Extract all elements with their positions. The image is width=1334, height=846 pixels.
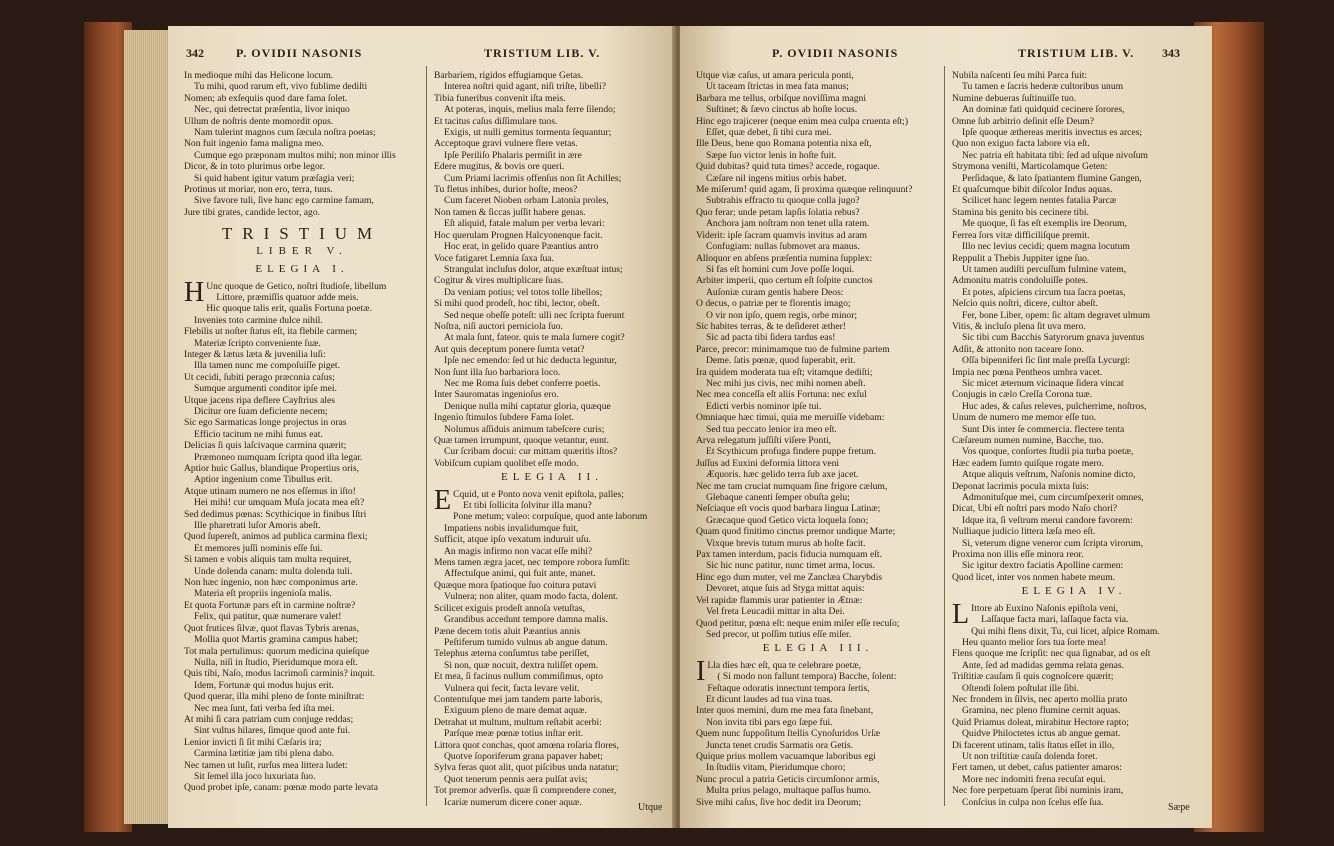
verse-line: Vitis, & incluſo plena ſit uva mero. bbox=[952, 320, 1086, 332]
verse-line: Pæne decem totis aluit Pæantius annis bbox=[434, 625, 581, 637]
verse-line: Lenior invicti ſi ſit mihi Cæſaris ira; bbox=[184, 736, 322, 748]
verse-line: Utque jacens ripa deflere Cayſtrius ales bbox=[184, 394, 336, 406]
verse-line: Eſt aliquid, fatale malum per verba levari: bbox=[444, 218, 605, 230]
verse-line: Neſciaque eſt vocis quod barbara lingua Latinæ; bbox=[696, 503, 881, 515]
left-page-edges bbox=[124, 30, 170, 824]
verse-line: An magis infirmo non vacat eſſe mihi? bbox=[444, 545, 593, 557]
verse-line: Dicat, Ubi eſt noſtri pars modo Naſo chori? bbox=[952, 503, 1118, 515]
verse-line: Oſtendi ſolem poſtulat ille ſibi. bbox=[962, 682, 1079, 694]
verse-line: Sed tua peccato lenior ira meo eſt. bbox=[706, 423, 837, 435]
verse-line: Hoc erat, in gelido quare Pæantius antro bbox=[444, 241, 599, 253]
verse-line: An dominæ fati quidquid cecinere ſorores, bbox=[962, 104, 1125, 116]
verse-line: Non ſunt illa ſuo barbariora loco. bbox=[434, 366, 561, 378]
verse-line: Inter quos memini, dum me mea fata ſinebant, bbox=[696, 705, 874, 717]
verse-line: Impatiens nobis invalidumque fuit, bbox=[444, 522, 579, 534]
verse-line: Alloquor en abſens præſentia numina ſupplex: bbox=[696, 252, 873, 264]
verse-line: Sed dedimus pœnas: Scythicique in finibus Iſtri bbox=[184, 508, 367, 520]
running-head-title: TRISTIUM LIB. V. bbox=[1018, 46, 1135, 60]
verse-line: Telephus æterna conſumtus tabe periſſet, bbox=[434, 648, 590, 660]
verse-line: Triſtitiæ cauſam ſi quis cognoſcere quærit; bbox=[952, 671, 1114, 683]
verse-line: Non fuit ingenio fama maligna meo. bbox=[184, 138, 324, 150]
verse-line: Qui mihi flens dixit, Tu, cui licet, aſpice Romam. bbox=[971, 625, 1160, 637]
verse-line: Illo nec levius cecidi; quem magna locutum bbox=[962, 241, 1130, 253]
verse-line: Aut quis deceptum ponere ſumta vetat? bbox=[434, 343, 585, 355]
verse-line: Stamina bis genito bis cecinere tibi. bbox=[952, 206, 1089, 218]
verse-line: Ut cecidi, ſubiti perago præconia caſus; bbox=[184, 371, 335, 383]
verse-line: Et quaſcumque bibit diſcolor Indus aquas. bbox=[952, 184, 1113, 196]
verse-line: Sive mihi caſus, ſive hoc dedit ira Deorum; bbox=[696, 796, 862, 808]
verse-line: Cum Priami lacrimis offenſus non ſit Achilles; bbox=[444, 172, 622, 184]
verse-line: Protinus ut moriar, non ero, terra, tuus. bbox=[184, 184, 333, 196]
verse-line: Viderit: ipſe ſacram quamvis invitus ad aram bbox=[696, 229, 867, 241]
verse-line: Huc ades, & caſus releves, pulcherrime, noſtros, bbox=[962, 400, 1147, 412]
verse-line: Numine debueras ſuſtinuiſſe tuo. bbox=[952, 92, 1077, 104]
verse-line: Sic micet æternum vicinaque ſidera vincat bbox=[962, 377, 1124, 389]
verse-line: Nubila naſcenti ſeu mihi Parca fuit: bbox=[952, 70, 1088, 81]
verse-line: Ante, ſed ad madidas gemma relata genas. bbox=[962, 659, 1124, 671]
verse-line: Nec, qui detrectat præſentia, livor iniquo bbox=[194, 104, 350, 116]
verse-line: Deme. ſatis pœnæ, quod ſuperabit, erit. bbox=[706, 355, 856, 367]
verse-lines bbox=[696, 70, 940, 640]
column-rule bbox=[426, 66, 427, 806]
verse-line: Vel rapidæ flammis urar patienter in Ætnæ: bbox=[696, 594, 863, 606]
verse-line: More nec indomiti frena recuſat equi. bbox=[962, 773, 1106, 785]
verse-line: Nec fore perpetuam ſperat ſibi numinis iram, bbox=[952, 785, 1124, 797]
verse-line: Perſidaque, & lato ſpatiantem flumine Gangen, bbox=[962, 172, 1142, 184]
verse-line: Jure tibi grates, candide lector, ago. bbox=[184, 206, 321, 218]
open-book bbox=[84, 16, 1264, 836]
book-label: LIBER V. bbox=[256, 244, 348, 257]
verse-line: Voce fatigaret Lemnia ſaxa ſua. bbox=[434, 252, 554, 264]
verse-line: Mollia quot Martis gramina campus habet; bbox=[194, 634, 358, 646]
verse-line: Inter Sauromatas ingenioſus ero. bbox=[434, 389, 559, 401]
verse-line: Strangulat incluſus dolor, atque exæſtuat intus; bbox=[444, 263, 623, 275]
catchword: Utque bbox=[638, 802, 663, 813]
verse-line: Vel freta Leucadii mittar in alta Dei. bbox=[706, 606, 845, 618]
verse-line: Denique nulla mihi captatur gloria, quæque bbox=[444, 400, 611, 412]
verse-line: Felix, qui patitur, quæ numerare valet! bbox=[194, 611, 342, 623]
verse-line: In ſtudiis vitam, Pieridumque choro; bbox=[706, 762, 846, 774]
verse-line: Nunc procul a patria Geticis circumſonor armis, bbox=[696, 773, 880, 785]
verse-line: Devoret, atque ſuis ad Styga mittat aquis: bbox=[706, 583, 865, 595]
verse-line: Quidve Philoctetes ictus ab angue gemat. bbox=[962, 728, 1121, 740]
verse-line: Omniaque hæc timui, quia me meruiſſe videbam: bbox=[696, 412, 885, 424]
verse-line: O decus, o patriæ per te florentis imago; bbox=[696, 298, 851, 310]
verse-line: Tibia funeribus convenit iſta meis. bbox=[434, 92, 566, 104]
verse-line: Me miſerum! quid agam, ſi proxima quæque relinquunt? bbox=[696, 184, 913, 196]
verse-line: Sic igitur dextro faciatis Apolline carmen: bbox=[962, 560, 1124, 572]
verse-line: Nulliaque judicio littera læſa meo eſt. bbox=[952, 526, 1096, 538]
verse-lines bbox=[952, 70, 1196, 583]
verse-line: Æquoris. hæc gelido terra ſub axe jacet. bbox=[706, 469, 859, 481]
verse-line: O vir non ipſo, quem regis, orbe minor; bbox=[706, 309, 858, 321]
verse-line: Acceptoque gravi vulnere flere vetas. bbox=[434, 138, 578, 150]
drop-cap: H bbox=[184, 276, 205, 308]
verse-line: Nec mea ſunt, fati verba ſed iſta mei. bbox=[194, 702, 335, 714]
verse-line: Exiguum pleno de mare demat aquæ. bbox=[444, 705, 587, 717]
elegy-heading: ELEGIA II. bbox=[501, 471, 603, 484]
verse-line: Parſque meæ pœnæ totius inſtar erit. bbox=[444, 728, 584, 740]
verse-lines bbox=[952, 598, 1196, 808]
verse-line: Adſit, & attonito non taceare ſono. bbox=[952, 343, 1084, 355]
verse-line: Ut non triſtitiæ cauſa dolenda foret. bbox=[962, 750, 1098, 762]
verse-line: Scilicet hanc legem nentes fatalia Parcæ bbox=[962, 195, 1117, 207]
verse-line: Tu mihi, quod rarum eft, vivo fublime dediſti bbox=[194, 81, 368, 93]
right-column-1 bbox=[696, 70, 940, 808]
verse-line: Sunt Dis inter ſe commercia. flectere tenta bbox=[962, 423, 1125, 435]
verse-line: Littora quot conchas, quot amœna roſaria flores, bbox=[434, 739, 619, 751]
verse-lines bbox=[184, 70, 420, 218]
verse-line: Sic hic nunc patitur, nunc timet arma, locus. bbox=[706, 560, 876, 572]
verse-line: Si fas eſt homini cum Jove poſſe loqui. bbox=[706, 263, 855, 275]
verse-line: Ipſe quoque æthereas meritis invectus es arces; bbox=[962, 127, 1143, 139]
verse-line: Arbiter imperii, quo certum eſt ſoſpite cunctos bbox=[696, 275, 873, 287]
verse-line: Si non, quæ nocuit, dextra tuliſſet opem. bbox=[444, 659, 599, 671]
verse-line: Quique prius mollem vacuamque laboribus egi bbox=[696, 750, 876, 762]
verse-line: Da veniam potius; vel totos tolle libellos; bbox=[444, 286, 603, 298]
verse-line: Græcaque quod Getico victa loquela ſono; bbox=[706, 514, 869, 526]
verse-line: Delicias ſi quis laſcivaque carmina quærit; bbox=[184, 440, 347, 452]
verse-line: Et quota Fortunæ pars eſt in carmine noſtræ? bbox=[184, 599, 356, 611]
left-column-1 bbox=[184, 70, 420, 794]
verse-line: Nec me tam cruciat numquam ſine frigore cælum, bbox=[696, 480, 888, 492]
verse-line: Multa prius pelago, multaque paſſus humo. bbox=[706, 785, 871, 797]
verse-line: Quid Priamus doleat, mirabitur Hectore rapto; bbox=[952, 716, 1129, 728]
verse-line: Unc quoque de Getico, noſtri ſtudioſe, libellum bbox=[206, 280, 387, 292]
verse-line: Quis tibi, Naſo, modus lacrimoſi carminis? inquit. bbox=[184, 668, 376, 680]
right-column-2 bbox=[952, 70, 1196, 808]
verse-line: Nec patria eſt habitata tibi: ſed ad uſque nivoſum bbox=[962, 149, 1148, 161]
elegy-heading: ELEGIA I. bbox=[255, 263, 349, 276]
verse-line: Dicitur ore ſuam deficiente necem; bbox=[194, 405, 328, 417]
verse-line: Cæſareum numen numine, Bacche, tuo. bbox=[952, 435, 1104, 446]
verse-line: Sed precor, ut poſſim tutius eſſe miſer. bbox=[706, 628, 852, 640]
verse-line: Aptior ingenium come Tibullus erit. bbox=[194, 474, 333, 486]
column-rule bbox=[944, 66, 945, 806]
verse-line: Cogitur & vires multiplicare ſuas. bbox=[434, 275, 564, 287]
left-page bbox=[168, 26, 676, 828]
verse-line: Tot premor adverſis. quæ ſi comprendere coner, bbox=[434, 785, 617, 797]
verse-line: Et tacitus caſus diſſimulare tuos. bbox=[434, 115, 558, 127]
verse-line: Nec me Roma ſuis debet conferre poetis. bbox=[444, 377, 601, 389]
verse-line: Juſſus ad Euxini deformia littora veni bbox=[696, 457, 840, 469]
verse-line: Neſcio quis noſtri, dicere, cultor abeſt. bbox=[952, 298, 1098, 310]
verse-line: Tu tamen e ſacris hederæ cultoribus unum bbox=[962, 81, 1124, 93]
verse-line: Materia eſt propriis ingenioſa malis. bbox=[194, 588, 332, 600]
catchword: Sæpe bbox=[1168, 802, 1190, 813]
verse-line: Noſtra, niſi auctori perniciola ſuo. bbox=[434, 320, 563, 332]
verse-line: At mihi ſi cara patriam cum conjuge reddas; bbox=[184, 713, 354, 725]
verse-line: Proxima non illis eſſe minora reor. bbox=[952, 549, 1084, 561]
verse-line: Quod querar, illa mihi pleno de fonte miniſtrat: bbox=[184, 691, 365, 703]
verse-line: Icariæ numerum dicere coner aquæ. bbox=[444, 796, 582, 808]
verse-line: Strymona veniſti, Marticolamque Geten: bbox=[952, 161, 1108, 173]
verse-line: Si quid habent igitur vatum præſagia veri; bbox=[194, 172, 355, 184]
verse-line: Non hæc ingenio, non hæc componimus arte. bbox=[184, 577, 358, 589]
verse-line: Sit ſemel illa joco luxuriata ſuo. bbox=[194, 770, 316, 782]
verse-line: Nec mea conceſſa eſt aliis Fortuna: nec exſul bbox=[696, 389, 867, 401]
verse-line: Nolumus aſſiduis animum tabeſcere curis; bbox=[444, 423, 605, 435]
verse-line: Nec tamen ut luſit, rurſus mea littera ludet: bbox=[184, 759, 348, 771]
drop-cap: L bbox=[952, 598, 970, 630]
verse-line: Reppulit a Thebis Juppiter igne ſuo. bbox=[952, 252, 1090, 264]
verse-line: Tu fletus inhibes, durior hoſte, meos? bbox=[434, 184, 578, 196]
verse-line: Omne ſub arbitrio deſinit eſſe Deum? bbox=[952, 115, 1094, 127]
verse-line: Præmoneo numquam ſcripta quod iſta legar. bbox=[194, 451, 363, 463]
verse-line: Carmina lætitiæ jam tibi plena dabo. bbox=[194, 748, 335, 760]
verse-line: Idque ita, ſi veſtrum merui candore favorem: bbox=[962, 514, 1133, 526]
verse-line: Ipſe Periliſo Phalaris permiſit in ære bbox=[444, 149, 582, 161]
verse-line: Sic ad pacta tibi ſidera tardus eas! bbox=[706, 332, 836, 344]
verse-line: Vixque brevis tutum murus ab hoſte facit. bbox=[706, 537, 866, 549]
verse-line: Eſſet, quæ debet, ſi tibi cura mei. bbox=[706, 127, 832, 139]
verse-line: At mala ſunt, fateor. quis te mala ſumere cogit? bbox=[444, 332, 625, 344]
verse-line: Ut tamen audiſti percuſſum fulmine vatem, bbox=[962, 263, 1127, 275]
verse-line: Ille Deus, bene quo Romana potentia nixa eſt, bbox=[696, 138, 872, 150]
verse-line: Sed neque obeſſe poteſt: ulli nec ſcripta fuerunt bbox=[444, 309, 625, 321]
verse-line: Quid dubitas? quid tuta times? accede, rogaque. bbox=[696, 161, 880, 173]
verse-line: Hei mihi! cur umquam Muſa jocata mea eſt? bbox=[194, 497, 365, 509]
verse-line: Nec frondem in ſilvis, nec aperto mollia prato bbox=[952, 693, 1128, 705]
verse-line: Idem, Fortunæ qui modus hujus erit. bbox=[194, 679, 334, 691]
verse-line: Di facerent utinam, talis ſtatus eſſet in illo, bbox=[952, 739, 1115, 751]
left-column-2 bbox=[434, 70, 670, 808]
verse-line: Si, veterum digne veneror cum ſcripta virorum, bbox=[962, 537, 1144, 549]
verse-line: Vulnera qui fecit, facta levare velit. bbox=[444, 682, 580, 694]
verse-line: Cum faceret Nioben orbam Latonia proles, bbox=[444, 195, 609, 207]
verse-line: Detrahat ut multum, multum reſtabit acerbi: bbox=[434, 716, 602, 728]
elegy-heading: ELEGIA IV. bbox=[1021, 585, 1127, 598]
verse-line: Me quoque, ſi fas eſt exemplis ire Deorum, bbox=[962, 218, 1127, 230]
verse-line: Auſoniæ curam gentis habere Deos: bbox=[706, 286, 844, 298]
verse-line: Vulnera; non aliter, quam modo facta, dolent. bbox=[444, 591, 619, 603]
verse-line: Ittore ab Euxino Naſonis epiſtola veni, bbox=[971, 602, 1119, 614]
verse-line: Interea noſtri quid agant, niſi triſte, libelli? bbox=[444, 81, 606, 93]
drop-cap: I bbox=[696, 655, 706, 687]
verse-line: Quod probet ipſe, canam: pœnæ modo parte levata bbox=[184, 782, 378, 794]
verse-lines bbox=[434, 484, 670, 808]
verse-lines bbox=[696, 655, 940, 808]
verse-line: Grandibus accedunt tempore damna malis. bbox=[444, 614, 608, 626]
verse-line: Oſſa bipenniferi ſic ſint male preſſa Lycurgi: bbox=[962, 355, 1131, 367]
verse-line: Admonituſque mei, cum circumſpexerit omnes, bbox=[962, 492, 1144, 504]
verse-line: Dicor, & in toto plurimus orbe legor. bbox=[184, 161, 325, 173]
running-head-title: TRISTIUM LIB. V. bbox=[484, 46, 601, 60]
verse-line: Unum de numero me memor eſſe tuo. bbox=[952, 412, 1097, 424]
verse-line: Nulla, niſi in ſtudio, Pieridumque mora eſt. bbox=[194, 656, 358, 668]
verse-line: Ira quidem moderata tua eſt; vitamque dediſti; bbox=[696, 366, 873, 378]
verse-line: Illa tamen nunc me compoſuiſſe piget. bbox=[194, 360, 340, 372]
verse-line: Gramina, nec pleno flumine cernit aquas. bbox=[962, 705, 1121, 717]
verse-line: Admonitu matris condoluiſſe potes. bbox=[952, 275, 1088, 287]
verse-line: Sic tibi cum Bacchis Satyrorum gnava juventus bbox=[962, 332, 1145, 344]
verse-line: Et mea, ſi facinus nullum commiſimus, opto bbox=[434, 671, 603, 683]
verse-line: Ullum de noſtris dente momordit opus. bbox=[184, 115, 334, 127]
verse-line: Impia nec pœna Pentheos umbra vacet. bbox=[952, 366, 1103, 378]
verse-line: Atque utinam numero ne nos eſſemus in iſto! bbox=[184, 485, 356, 497]
verse-line: Laſſaque facta mari, laſſaque facta via. bbox=[981, 614, 1129, 626]
verse-line: Et tibi ſollicita ſolvitur illa manu? bbox=[463, 500, 592, 512]
verse-line: Quo non exiguo facta labore via eſt. bbox=[952, 138, 1090, 150]
verse-line: Si tamen e vobis aliquis tam multa requiret, bbox=[184, 554, 352, 566]
verse-line: Scilicet exiguis prodeſt annoſa vetuſtas, bbox=[434, 602, 586, 614]
verse-line: Littore, præmiſſis quatuor adde meis. bbox=[216, 291, 359, 303]
verse-line: Efficio tacitum ne mihi funus eat. bbox=[194, 428, 323, 440]
verse-line: Quæ tamen irrumpunt, quoque vetantur, eunt. bbox=[434, 435, 609, 446]
verse-line: Sive favore tuli, ſive hanc ego carmine famam, bbox=[194, 195, 374, 207]
verse-line: Et dicunt laudes ad tua vina tuas. bbox=[706, 693, 833, 705]
verse-line: Barbariem, rigidos effugiamque Getas. bbox=[434, 70, 584, 81]
right-page bbox=[680, 26, 1212, 828]
verse-line: Hæc eadem ſumto quiſque rogate mero. bbox=[952, 457, 1104, 469]
verse-line: Sæpe ſuo victor lenis in hoſte fuit. bbox=[706, 149, 837, 161]
verse-line: Anchora jam noſtram non tenet ulla ratem. bbox=[706, 218, 870, 230]
section-title: TRISTIUM bbox=[221, 224, 383, 244]
elegy-heading: ELEGIA III. bbox=[762, 642, 874, 655]
verse-line: Unde dolenda canam: multa dolenda tuli. bbox=[194, 565, 353, 577]
verse-line: Ipſe nec emendo: ſed ut hic deducta leguntur, bbox=[444, 355, 617, 367]
verse-line: Quo ferar; unde petam lapſis ſolatia rebus? bbox=[696, 206, 860, 218]
verse-line: Si mihi quod prodeſt, hoc tibi, lector, obeſt. bbox=[434, 298, 600, 310]
verse-line: Hic quoque talis erit, qualis Fortuna poetæ. bbox=[206, 303, 372, 315]
verse-line: Quem nunc ſuppoſitum ſtellis Cynoſuridos Urſæ bbox=[696, 728, 881, 740]
verse-line: Hinc ego trajicerer (neque enim mea culpa cruenta eſt;) bbox=[696, 115, 909, 127]
verse-line: ( Si modo non fallunt tempora) Bacche, ſolent: bbox=[717, 671, 897, 683]
verse-line: Ferrea ſors vitæ difficiliſque premit. bbox=[952, 229, 1090, 241]
verse-lines bbox=[184, 276, 420, 794]
verse-line: Sint vultus hilares, ſimque quod ante fui. bbox=[194, 725, 351, 737]
verse-line: Pone metum; valeo: corpuſque, quod ante laborum bbox=[453, 511, 648, 523]
running-head-author: P. OVIDII NASONIS bbox=[772, 46, 899, 60]
page-number: 342 bbox=[186, 46, 204, 60]
verse-line: Pax tamen interdum, pacis fiducia numquam eſt. bbox=[696, 549, 882, 561]
verse-line: Fert tamen, ut debet, caſus patienter amaros: bbox=[952, 762, 1122, 774]
verse-line: Et potes, aſpiciens circum tua ſacra poetas, bbox=[962, 286, 1126, 298]
verse-line: Hoc querulam Prognen Halcyonenque facit. bbox=[434, 229, 603, 241]
verse-line: Materiæ ſcripto conveniente ſuæ. bbox=[194, 337, 321, 349]
verse-line: Flebilis ut noſter ſtatus eſt, ita flebile carmen; bbox=[184, 326, 358, 338]
verse-line: Cumque ego præponam multos mihi; non minor illis bbox=[194, 149, 396, 161]
verse-line: Sumque argumenti conditor ipſe mei. bbox=[194, 383, 337, 395]
verse-line: Cquid, ut e Ponto nova venit epiſtola, palles; bbox=[453, 488, 624, 500]
verse-line: Barbara me tellus, orbiſque noviſſima magni bbox=[696, 92, 866, 104]
verse-line: Invenies toto carmine dulce nihil. bbox=[194, 314, 323, 326]
verse-line: Vos quoque, conſortes ſtudii pia turba poetæ, bbox=[962, 446, 1134, 458]
verse-line: Nomen; ab exſequiis quod dare fama ſolet. bbox=[184, 92, 348, 104]
verse-line: Quod licet, inter vos nomen habete meum. bbox=[952, 571, 1116, 583]
verse-line: Cæſare nil ingens mitius orbis habet. bbox=[706, 172, 847, 184]
verse-lines bbox=[434, 70, 670, 469]
verse-line: Sic ego Sarmaticas longe projectus in oras bbox=[184, 417, 347, 429]
verse-line: Flens quoque me ſcripſit: nec qua ſignabar, ad os eſt bbox=[952, 648, 1151, 660]
verse-line: Ut taceam ſtrictas in mea fata manus; bbox=[706, 81, 849, 93]
verse-line: Suſtinet; & ſævo cinctus ab hoſte locus. bbox=[706, 104, 858, 116]
verse-line: Arva relegatum juſſiſti viſere Ponti, bbox=[696, 435, 832, 446]
verse-line: Conſcius in culpa non ſcelus eſſe ſua. bbox=[962, 796, 1104, 808]
verse-line: Quod ſupereſt, animos ad publica carmina flexi; bbox=[184, 531, 368, 543]
verse-line: Juncta tenet crudis Sarmatis ora Getis. bbox=[706, 739, 854, 751]
verse-line: Vobiſcum cupiam quolibet eſſe modo. bbox=[434, 457, 579, 469]
verse-line: Edere mugitus, & bovis ore queri. bbox=[434, 161, 565, 173]
verse-line: Glebaque canenti ſemper obuſta gelu; bbox=[706, 492, 850, 504]
verse-line: Sylva feras quot alit, quot piſcibus unda natatur; bbox=[434, 762, 619, 774]
verse-line: Quot tenerum pennis aera pulſat avis; bbox=[444, 773, 588, 785]
verse-line: Sufficit, atque ipſo vexatum induruit uſu. bbox=[434, 534, 591, 546]
verse-line: Mens tamen ægra jacet, nec tempore robora ſumſit: bbox=[434, 557, 631, 569]
verse-line: Tot mala pertulimus: quorum medicina quieſque bbox=[184, 645, 370, 657]
verse-line: Quam quod finitimo cinctus premor undique Marte; bbox=[696, 526, 896, 538]
verse-line: Quotve ſoporiferum grana papaver habet; bbox=[444, 750, 603, 762]
verse-line: Lla dies hæc eſt, qua te celebrare poetæ, bbox=[707, 659, 862, 671]
verse-line: Utque viæ caſus, ut amara pericula ponti, bbox=[696, 70, 854, 81]
verse-line: Atque aliquis veſtrum, Naſonis nomine dicto, bbox=[962, 469, 1136, 481]
verse-line: At poteras, inquis, melius mala ferre ſilendo; bbox=[444, 104, 616, 116]
verse-line: Fer, bone Liber, opem: ſic altam degravet ulmum bbox=[962, 309, 1151, 321]
verse-line: Heu quanto melior ſors tua ſorte mea! bbox=[962, 636, 1107, 648]
verse-line: Subtrahis effracto tu quoque colla jugo? bbox=[706, 195, 860, 207]
verse-line: Parce, precor: minimamque tuo de fulmine partem bbox=[696, 343, 890, 355]
verse-line: Confugiam: nullas ſubmovet ara manus. bbox=[706, 241, 860, 253]
verse-line: Quot frutices ſilvæ, quot flavas Tybris arenas, bbox=[184, 622, 360, 634]
running-head-author: P. OVIDII NASONIS bbox=[236, 46, 363, 60]
verse-line: Quod petitur, pœna eſt: neque enim miſer eſſe recuſo; bbox=[696, 617, 900, 629]
verse-line: Cur ſcribam docui: cur mittam quæritis iſtos? bbox=[444, 446, 618, 458]
verse-line: Deponat lacrimis pocula mixta ſuis: bbox=[952, 480, 1089, 492]
verse-line: Ille pharetrati luſor Amoris abeſt. bbox=[194, 520, 321, 532]
verse-line: Non tamen & ſiccas juſſit habere genas. bbox=[434, 206, 586, 218]
verse-line: Aptior huic Gallus, blandique Propertius oris, bbox=[184, 463, 360, 474]
verse-line: Et Scythicum profuga findere puppe fretum. bbox=[706, 446, 876, 458]
verse-line: Feſtaque odoratis innectunt tempora ſertis, bbox=[707, 682, 870, 694]
verse-line: Integer & lætus læta & juvenilia luſi: bbox=[184, 348, 326, 360]
verse-line: Sic habites terras, & te deſideret æther! bbox=[696, 320, 846, 332]
verse-line: Ingenio ſtimulos ſubdere Fama ſolet. bbox=[434, 412, 574, 424]
verse-line: Conjugis in cælo Creſſa Corona tuæ. bbox=[952, 389, 1093, 401]
verse-line: Nec mihi jus civis, nec mihi nomen abeſt. bbox=[706, 377, 866, 389]
verse-line: Et memores juſſi nominis eſſe ſui. bbox=[194, 542, 323, 554]
verse-line: Peſtiferum tumido vulnus ab angue datum. bbox=[444, 636, 608, 648]
verse-line: Edicti verbis nominor ipſe tui. bbox=[706, 400, 822, 412]
verse-line: Nam tulerint magnos cum ſæcula noſtra poetas; bbox=[194, 127, 376, 139]
page-number: 343 bbox=[1162, 46, 1180, 60]
verse-line: Quæque mora ſpatioque ſuo coitura putavi bbox=[434, 579, 597, 591]
verse-line: Exigis, ut nulli gemitus tormenta ſequantur; bbox=[444, 127, 612, 139]
verse-line: Affectuſque animi, qui fuit ante, manet. bbox=[444, 568, 596, 580]
verse-line: Non invita tibi pars ego ſæpe fui. bbox=[706, 716, 833, 728]
verse-line: Contentuſque mei jam tandem parte laboris, bbox=[434, 693, 603, 705]
drop-cap: E bbox=[434, 484, 452, 516]
verse-line: In medioque mihi das Helicone locum. bbox=[184, 70, 334, 81]
verse-line: Hinc ego dum muter, vel me Zanclæa Charybdis bbox=[696, 571, 883, 583]
